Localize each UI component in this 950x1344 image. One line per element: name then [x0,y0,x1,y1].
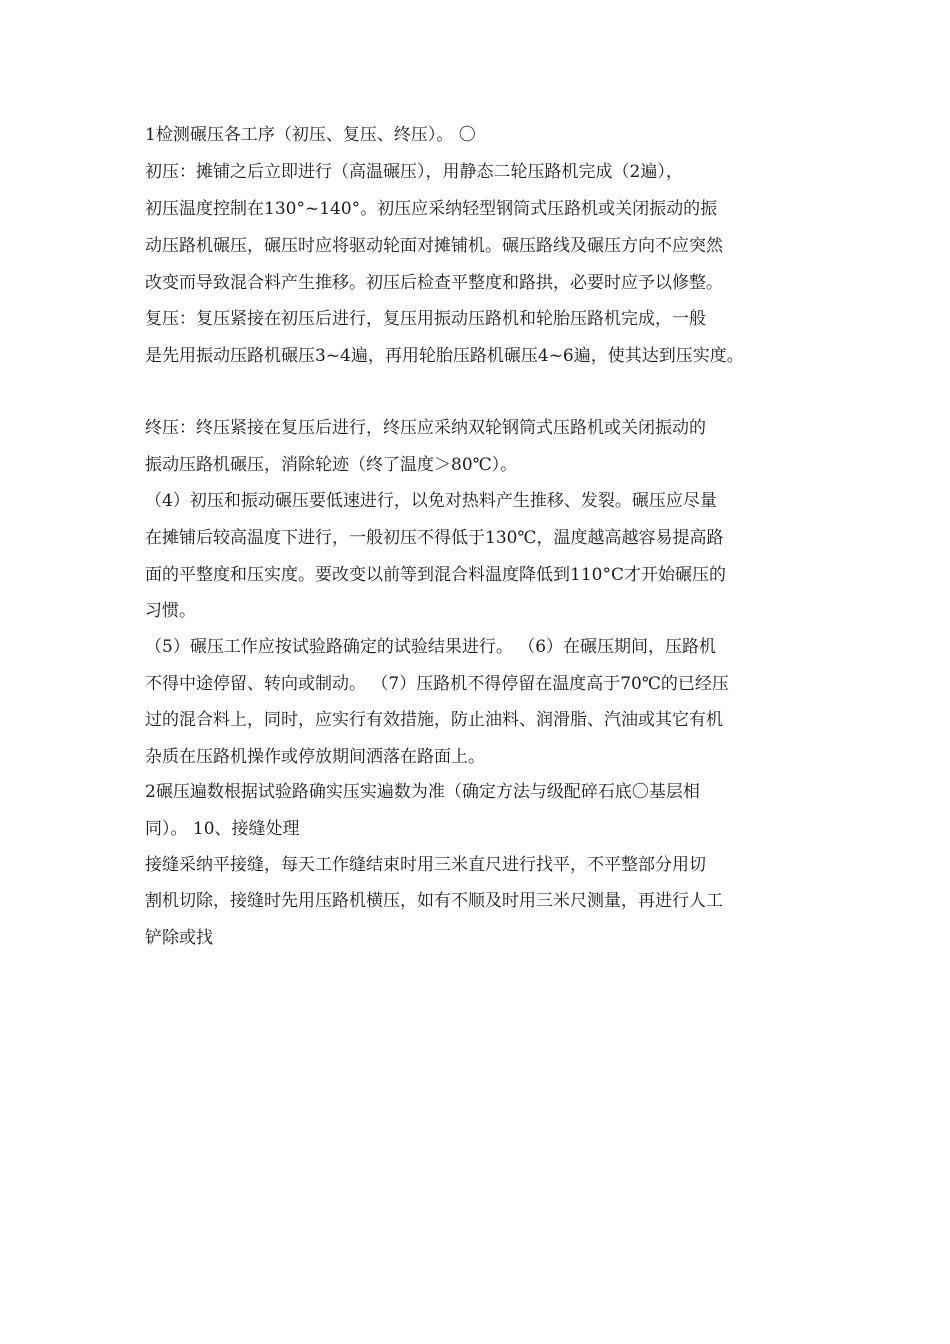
text-line: 1检测碾压各工序（初压、复压、终压）。 〇 [145,125,476,145]
text-line: 初压：摊铺之后立即进行（高温碾压），用静态二轮压路机完成（2遍）， [145,162,683,182]
text-line: 杂质在压路机操作或停放期间洒落在路面上。 [145,747,485,767]
text-line: 面的平整度和压实度。要改变以前等到混合料温度降低到110°C才开始碾压的 [145,565,726,585]
text-line: 2碾压遍数根据试验路确实压实遍数为准（确定方法与级配碎石底〇基层相 [145,782,700,802]
text-line: 终压：终压紧接在复压后进行，终压应采纳双轮钢筒式压路机或关闭振动的 [145,418,706,438]
text-line: 初压温度控制在130°~140°。初压应采纳轻型钢筒式压路机或关闭振动的振 [145,199,718,219]
text-line: 动压路机碾压，碾压时应将驱动轮面对摊铺机。碾压路线及碾压方向不应突然 [145,236,723,256]
text-line: 振动压路机碾压，消除轮迹（终了温度＞80℃）。 [145,455,518,475]
text-line: 过的混合料上，同时，应实行有效措施，防止油料、润滑脂、汽油或其它有机 [145,710,723,730]
text-line: （4）初压和振动碾压要低速进行，以免对热料产生推移、发裂。碾压应尽量 [145,491,717,511]
text-line: 接缝采纳平接缝，每天工作缝结束时用三米直尺进行找平，不平整部分用切 [145,855,706,875]
text-line: 同）。 10、接缝处理 [145,819,300,839]
text-line: （5）碾压工作应按试验路确定的试验结果进行。 （6）在碾压期间，压路机 [145,637,717,657]
text-line: 不得中途停留、转向或制动。 （7）压路机不得停留在温度高于70℃的已经压 [145,674,729,694]
text-line: 铲除或找 [145,928,213,948]
text-line: 在摊铺后较高温度下进行，一般初压不得低于130℃，温度越高越容易提高路 [145,528,724,548]
text-line: 习惯。 [145,601,196,621]
text-line: 改变而导致混合料产生推移。初压后检查平整度和路拱，必要时应予以修整。 [145,273,723,293]
text-line: 复压：复压紧接在初压后进行，复压用振动压路机和轮胎压路机完成，一般 [145,309,706,329]
text-line: 是先用振动压路机碾压3~4遍，再用轮胎压路机碾压4~6遍，使其达到压实度。 [145,346,744,366]
text-line: 割机切除，接缝时先用压路机横压，如有不顺及时用三米尺测量，再进行人工 [145,891,723,911]
